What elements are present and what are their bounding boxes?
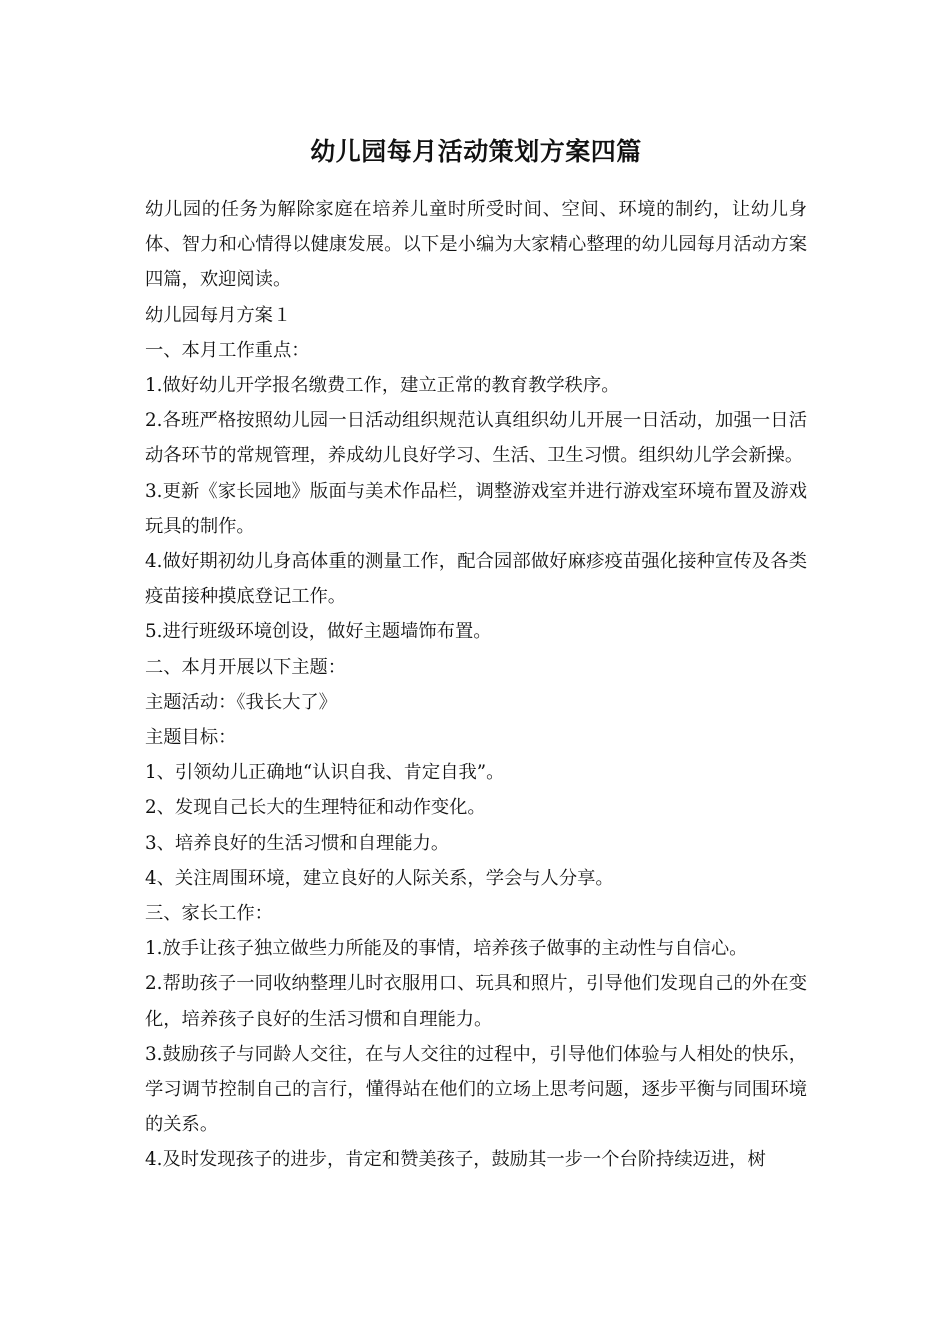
theme-goal-1: 1、引领幼儿正确地“认识自我、肯定自我”。 <box>145 762 505 784</box>
parent-work-item-2: 2.帮助孩子一同收纳整理儿时衣服用口、玩具和照片，引导他们发现自己的外在变化，培养孩子良好的生活习惯和自理能力。 <box>145 973 807 1030</box>
parent-work-item-1: 1.放手让孩子独立做些力所能及的事情，培养孩子做事的主动性与自信心。 <box>145 938 748 960</box>
parent-work-item-4: 4.及时发现孩子的进步，肯定和赞美孩子，鼓励其一步一个台阶持续迈进，树 <box>145 1149 766 1171</box>
heading-work-focus: 一、本月工作重点： <box>145 339 310 361</box>
work-focus-item-5: 5.进行班级环境创设，做好主题墙饰布置。 <box>145 621 492 643</box>
theme-goal-4: 4、关注周围环境，建立良好的人际关系，学会与人分享。 <box>145 867 614 889</box>
theme-goal-2: 2、发现自己长大的生理特征和动作变化。 <box>145 797 486 819</box>
theme-activity: 主题活动：《我长大了》 <box>145 691 337 713</box>
theme-goals-heading: 主题目标： <box>145 727 237 749</box>
document-title: 幼儿园每月活动策划方案四篇 <box>310 137 642 166</box>
work-focus-item-4: 4.做好期初幼儿身高体重的测量工作，配合园部做好麻疹疫苗强化接种宣传及各类疫苗接种摸底登记工作。 <box>145 551 807 608</box>
intro-paragraph: 幼儿园的任务为解除家庭在培养儿童时所受时间、空间、环境的制约，让幼儿身体、智力和心情得以健康发展。以下是小编为大家精心整理的幼儿园每月活动方案四篇，欢迎阅读。 <box>145 199 807 291</box>
theme-goal-3: 3、培养良好的生活习惯和自理能力。 <box>145 832 450 854</box>
work-focus-item-3: 3.更新《家长园地》版面与美术作品栏，调整游戏室并进行游戏室环境布置及游戏玩具的制作。 <box>145 480 807 537</box>
section-title-plan-1: 幼儿园每月方案１ <box>145 304 292 326</box>
parent-work-item-3: 3.鼓励孩子与同龄人交往，在与人交往的过程中，引导他们体验与人相处的快乐，学习调节控制自己的言行，懂得站在他们的立场上思考问题，逐步平衡与同围环境的关系。 <box>145 1043 807 1136</box>
work-focus-item-1: 1.做好幼儿开学报名缴费工作，建立正常的教育教学秩序。 <box>145 375 620 397</box>
heading-parent-work: 三、家长工作： <box>145 903 273 925</box>
work-focus-item-2: 2.各班严格按照幼儿园一日活动组织规范认真组织幼儿开展一日活动，加强一日活动各环节的常规管理，养成幼儿良好学习、生活、卫生习惯。组织幼儿学会新操。 <box>145 410 807 467</box>
heading-monthly-theme: 二、本月开展以下主题： <box>145 656 347 678</box>
document-content <box>145 130 807 1178</box>
